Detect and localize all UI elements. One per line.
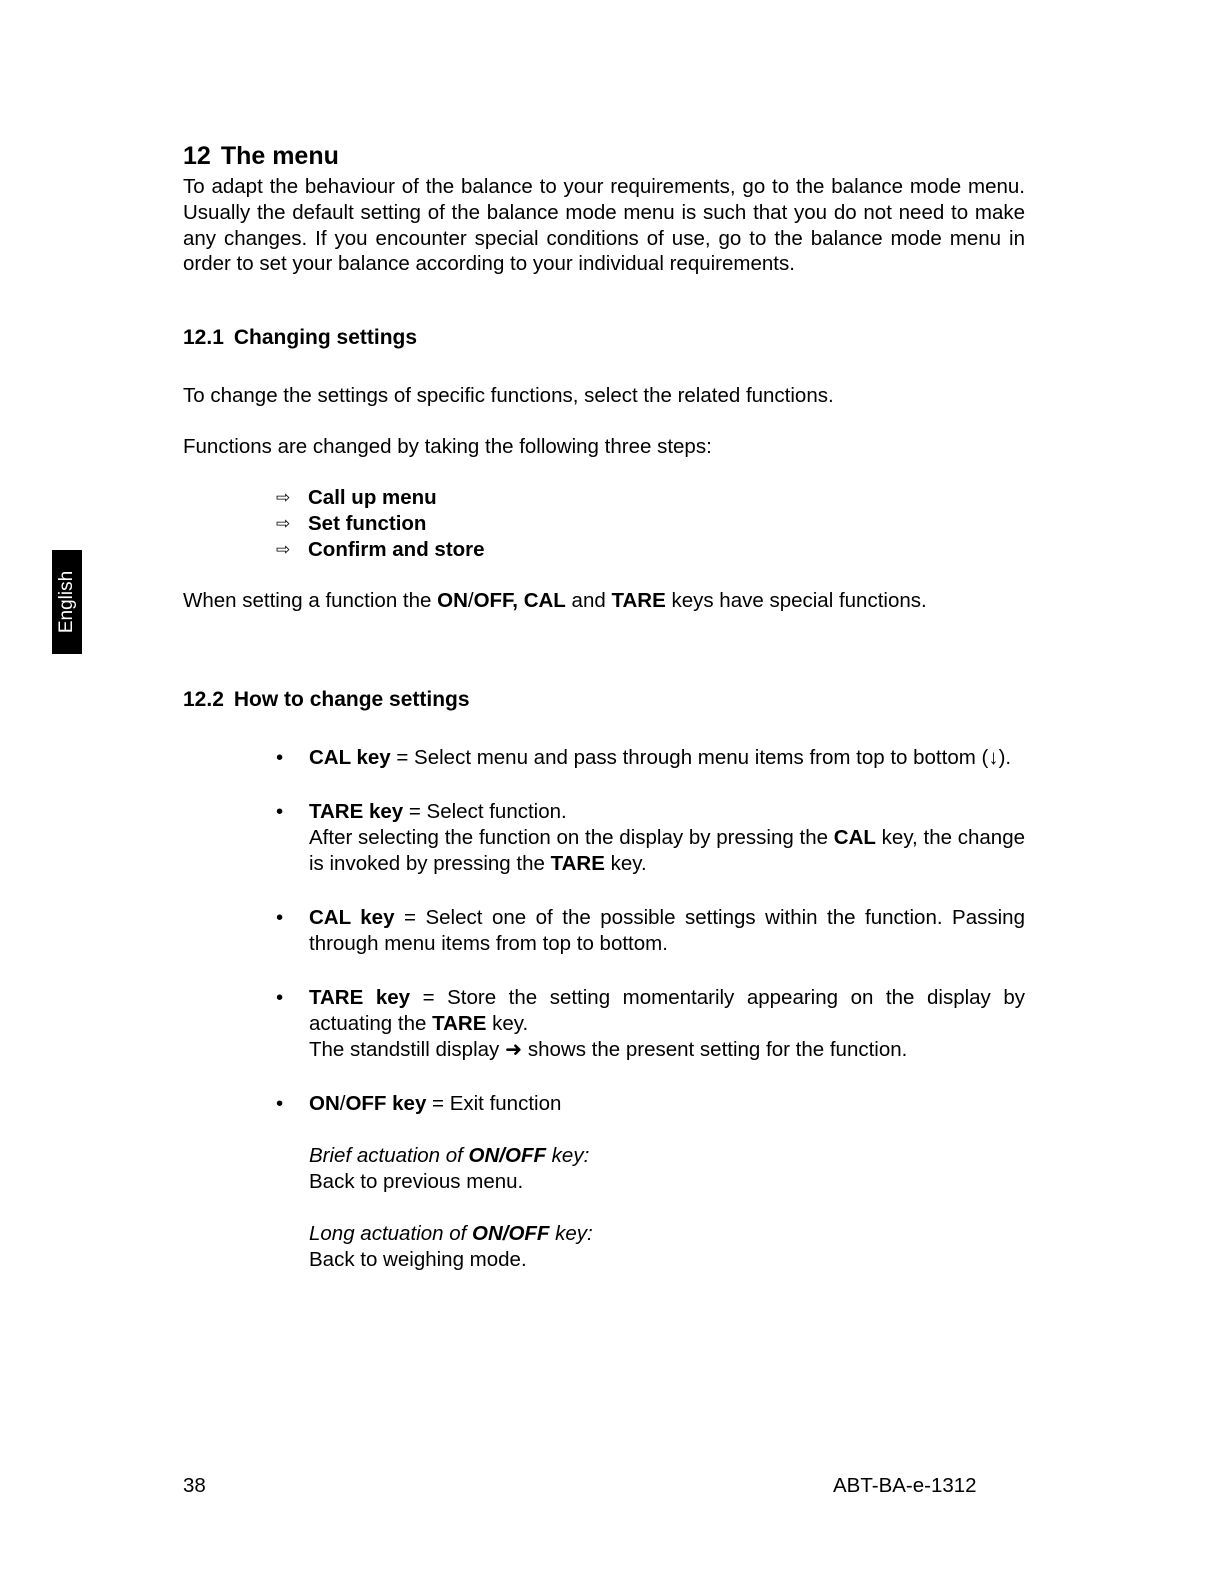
section-12-1-para2: Functions are changed by taking the following three steps: <box>183 435 712 459</box>
bullet-text <box>309 905 1025 957</box>
steps-list <box>183 485 1025 563</box>
bullet-desc: = Exit function <box>426 1092 562 1116</box>
bullet-text <box>309 985 1025 1063</box>
section-12-1-para1: To change the settings of specific functions, select the related functions. <box>183 384 834 408</box>
hollow-arrow-icon: ⇨ <box>276 540 291 560</box>
section-12-intro: To adapt the behaviour of the balance to your requirements, go to the balance mode menu. Usually the default setting of the balance mode menu is such that you do not need to make any changes. If you encounter special conditions of use, go to the balance mode menu in order to set your balance according to your individual requirements. <box>183 175 1025 276</box>
key-name: ON/OFF <box>472 1222 550 1246</box>
list-item <box>183 985 1025 1063</box>
bullet-text <box>309 1091 1025 1273</box>
step-label: Confirm and store <box>308 538 485 562</box>
page-number: 38 <box>183 1474 206 1497</box>
bullet-desc: = Store the setting momentarily appearing on the display by actuating the <box>309 986 1025 1036</box>
key-name: OFF key <box>345 1092 427 1116</box>
subhead-text: Brief actuation of <box>309 1144 469 1168</box>
key-name: ON <box>437 589 468 613</box>
bullet-desc: key. <box>486 1012 529 1036</box>
key-name: CAL <box>833 826 876 850</box>
hollow-arrow-icon: ⇨ <box>276 514 291 534</box>
bullet-icon: • <box>276 1092 284 1116</box>
key-name: TARE <box>611 589 666 613</box>
bullet-desc: key. <box>604 852 647 876</box>
bullet-icon: • <box>276 746 284 770</box>
note-text: / <box>467 589 474 613</box>
bullet-text <box>309 745 1025 771</box>
bullet-desc: = Select menu and pass through menu items from top to bottom (↓). <box>390 746 1012 770</box>
note-text: keys have special functions. <box>665 589 927 613</box>
key-name: TARE <box>432 1012 487 1036</box>
list-item <box>276 511 1025 537</box>
list-item <box>183 905 1025 957</box>
bullet-desc: = Select function. <box>403 800 567 824</box>
key-bullets-list <box>183 745 1025 1273</box>
key-name: CAL key <box>309 746 391 770</box>
bullet-desc: = Select one of the possible settings within the function. Passing through menu items from top to bottom. <box>309 906 1025 956</box>
key-name: TARE key <box>309 800 404 824</box>
standstill-arrow-icon: ➜ <box>504 1038 523 1062</box>
document-id: ABT-BA-e-1312 <box>833 1474 977 1497</box>
note-text: and <box>565 589 612 613</box>
key-name: TARE key <box>309 986 411 1010</box>
bullet-desc: Back to previous menu. <box>309 1170 524 1194</box>
bullet-desc: The standstill display <box>309 1038 505 1062</box>
bullet-icon: • <box>276 906 284 930</box>
section-title: Changing settings <box>233 326 418 350</box>
key-name: ON <box>309 1092 340 1116</box>
section-12-2-heading <box>183 687 1025 713</box>
bullet-desc: / <box>339 1092 346 1116</box>
hollow-arrow-icon: ⇨ <box>276 488 291 508</box>
section-12-heading <box>183 140 1025 172</box>
bullet-desc: After selecting the function on the display by pressing the <box>309 826 834 850</box>
section-number: 12.1 <box>183 326 224 350</box>
section-number: 12 <box>183 142 211 170</box>
bullet-desc: Back to weighing mode. <box>309 1248 527 1272</box>
key-name: TARE <box>550 852 605 876</box>
key-name: ON/OFF <box>468 1144 546 1168</box>
bullet-text <box>309 799 1025 877</box>
bullet-icon: • <box>276 986 284 1010</box>
step-label: Set function <box>308 512 427 536</box>
section-number: 12.2 <box>183 688 224 712</box>
subhead-text: key: <box>549 1222 593 1246</box>
page-content <box>183 140 1025 1301</box>
bullet-desc: shows the present setting for the function. <box>522 1038 908 1062</box>
language-tab <box>52 550 82 654</box>
list-item <box>183 799 1025 877</box>
section-12-1-heading <box>183 325 1025 351</box>
key-name: OFF, CAL <box>473 589 566 613</box>
list-item <box>183 1091 1025 1273</box>
subhead-text: key: <box>545 1144 590 1168</box>
bullet-icon: • <box>276 800 284 824</box>
bullet-desc: key, the change is invoked by pressing the <box>309 826 1026 876</box>
list-item <box>276 485 1025 511</box>
subhead-text: Long actuation of <box>309 1222 472 1246</box>
key-name: CAL key <box>309 906 395 930</box>
step-label: Call up menu <box>308 486 437 510</box>
note-text: When setting a function the <box>183 589 438 613</box>
language-tab-label: English <box>56 570 78 634</box>
list-item <box>183 745 1025 771</box>
section-title: How to change settings <box>233 688 470 712</box>
section-title: The menu <box>220 142 339 170</box>
keys-note <box>183 588 1025 614</box>
list-item <box>276 537 1025 563</box>
